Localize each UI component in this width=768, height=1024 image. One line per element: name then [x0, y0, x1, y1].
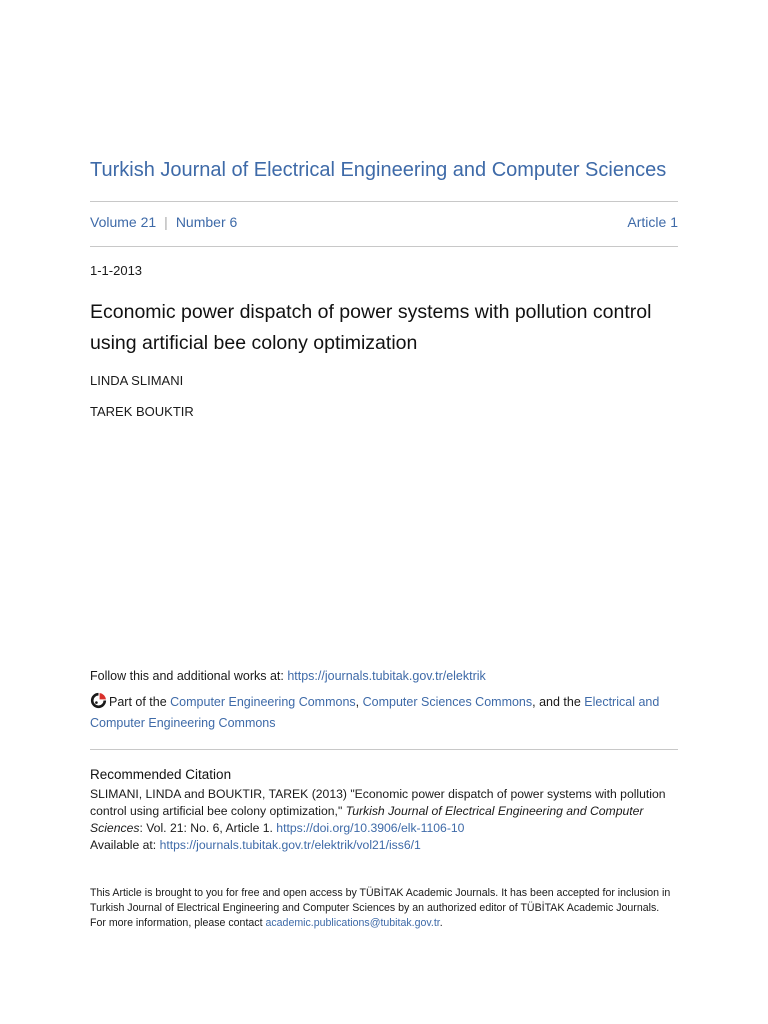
issue-bar: [90, 213, 678, 231]
part-of-separator: , and the: [532, 695, 585, 709]
part-of-prefix: Part of the: [109, 695, 171, 709]
available-at-link[interactable]: https://journals.tubitak.gov.tr/elektrik/vol21/iss6/1: [159, 838, 421, 852]
part-of-separator: ,: [355, 695, 363, 709]
author-name: LINDA SLIMANI: [90, 373, 184, 388]
computer-sciences-commons-link[interactable]: Computer Sciences Commons: [362, 695, 533, 709]
citation-heading: Recommended Citation: [90, 767, 232, 782]
journal-title-link[interactable]: Turkish Journal of Electrical Engineering and Computer Sciences: [90, 159, 667, 181]
volume-link[interactable]: Volume 21: [90, 214, 157, 230]
open-access-note: [90, 886, 678, 931]
contact-email-link[interactable]: academic.publications@tubitak.gov.tr: [265, 917, 440, 929]
issue-divider: [90, 246, 678, 247]
open-access-text: This Article is brought to you for free and open access by TÜBİTAK Academic Journals. It has been accepted for inclusion in Turkish Journal of Electrical Engineering and Computer Sciences by an authorized editor of TÜBİTAK Academic Journals. For more information, please contact: [90, 887, 671, 929]
computer-engineering-commons-link[interactable]: Computer Engineering Commons: [170, 695, 356, 709]
citation-text: SLIMANI, LINDA and BOUKTIR, TAREK (2013) "Economic power dispatch of power systems with pollution control using artificial bee colony optimization,": [90, 787, 666, 818]
header-divider: [90, 201, 678, 202]
doi-link[interactable]: https://doi.org/10.3906/elk-1106-10: [276, 821, 465, 835]
available-label: Available at:: [90, 838, 160, 852]
network-commons-icon: [90, 692, 107, 709]
follow-line: [90, 667, 486, 685]
part-of-commons: [90, 692, 678, 734]
publication-date: 1-1-2013: [90, 263, 143, 278]
article-link[interactable]: Article 1: [627, 214, 678, 230]
issue-separator: |: [164, 214, 168, 230]
follow-label: Follow this and additional works at:: [90, 669, 288, 683]
electrical-computer-engineering-commons-link[interactable]: Electrical and Computer Engineering Commons: [90, 695, 660, 730]
article-title: Economic power dispatch of power systems with pollution control using artificial bee colony optimization: [90, 301, 652, 354]
citation-journal: Turkish Journal of Electrical Engineering and Computer Sciences: [90, 804, 644, 835]
repository-link[interactable]: https://journals.tubitak.gov.tr/elektrik: [287, 669, 486, 683]
number-link[interactable]: Number 6: [175, 214, 238, 230]
citation-divider: [90, 749, 678, 750]
open-access-end: .: [439, 917, 443, 929]
citation-body: [90, 786, 678, 854]
author-name: TAREK BOUKTIR: [90, 404, 194, 419]
citation-volume-text: : Vol. 21: No. 6, Article 1.: [139, 821, 277, 835]
